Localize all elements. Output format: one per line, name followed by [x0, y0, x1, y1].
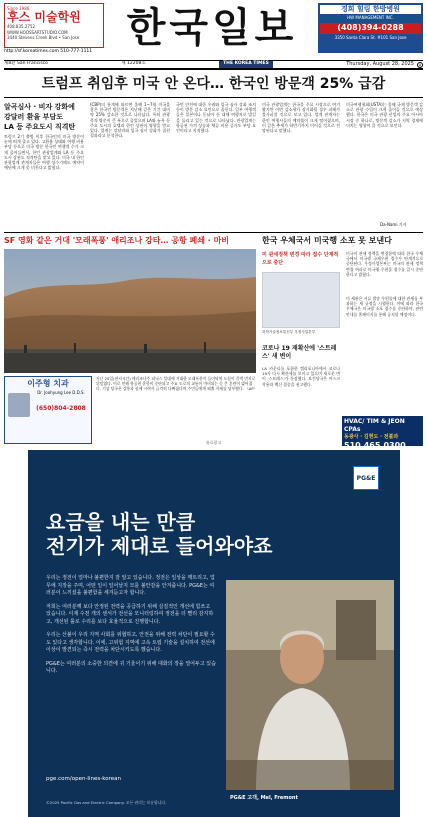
pge-link[interactable]: pge.com/open-lines-korean — [46, 776, 121, 782]
dateline-bar — [4, 60, 423, 70]
divider — [4, 97, 423, 98]
covid-headline[interactable]: 코로나 19 재확산에 '스트레스' 새 변이 — [262, 345, 337, 360]
top-story-col-3: 국민 안전에 대한 우려와 입국 심사 강화 조치 등이 방문 감소 요인으로 꼽힌다. 일부 여행객들은 일본이나 동남아 등 대체 여행지로 발길을 돌리고 있는 것으로 나타났다. 관광업계는 항공권 가격 상승과 체류 비용 증가도 부담 요인이라고 지적했다. — [176, 102, 256, 134]
dentist-phone: (650)804-2808 — [36, 405, 86, 413]
pge-fine-print: ©2025 Pacific Gas and Electric Company. 모든 권리는 보유됩니다. — [46, 800, 167, 805]
subhead-1: 알곡심사 · 비자 강화에 — [4, 103, 75, 111]
top-story-col-1: 트럼프 2기 출범 이후 한국인의 미국 방문이 눈에 띄게 줄고 있다. 고환율 상태와 여행 비용 부담 등으로 미국 방문 한국인 여행객 수가 크게 줄어들면서, 한인 관광업계와 LA 등 주요 도시 상권도 직격탄을 맞고 있다. 미국 내 한인 관광업계 관계자들은 여행 성수기에도 예약이 예년에 크게 못 미친다고 밝혔다. — [4, 134, 84, 171]
divider — [4, 232, 423, 233]
pge-title-line-1: 요금을 내는 만큼 — [46, 510, 196, 534]
pge-ad[interactable] — [28, 450, 400, 817]
post-office-headline[interactable]: 한국 우체국서 미국행 소포 못 보낸다 — [262, 236, 392, 245]
top-story-col-2: (CBP)의 통계에 따르면 올해 1~7월 미국을 찾은 한국인 방문객은 지난해 같은 기간 대비 약 25% 감소한 것으로 나타났다. 특히 관광 목적 방문이 큰 폭으로 줄었으며 LA와 뉴욕 등 주요 도시의 호텔과 한인 상권이 영향을 받고 있다. 업계는 강달러와 입국 심사 강화가 겹친 결과라고 분석한다. — [90, 102, 170, 139]
publication-date: Thursday, August 28, 2025 — [346, 61, 414, 68]
main-headline[interactable]: 트럼프 취임후 미국 안 온다… 한국인 방문객 25% 급감 — [41, 76, 386, 92]
top-story-col-5: 미국여행협회(USTA)는 올해 국제 방문객 감소로 관광 수입이 크게 줄어들 것으로 예상했다. 한국은 미국 관광 산업의 주요 아시아 시장 중 하나로, 방문객 감소가 지역 경제에 미치는 영향이 클 것으로 보인다. — [346, 102, 423, 128]
pge-paragraph: 저희는 여러분께 보다 안정된 전력을 공급하기 위해 실질적인 개선에 힘쓰고 있습니다. 이제 수천 개의 센서가 전선을 모니터링하여 정전을 더 빨리 감지하고, 개선된 툴로 수리를 보다 효율적으로 진행합니다. — [46, 603, 214, 625]
ad-website: WWW.HOOSSARTSTUDIO.COM — [7, 29, 68, 35]
sandstorm-photo-graphic — [4, 249, 256, 373]
dateline-date-group — [346, 61, 423, 68]
ad-address: 3440 Stevens Creek Blvd • San Jose — [7, 35, 80, 41]
top-story-col-4: 미국 관광업계는 한국을 주요 시장으로 여겨왔지만 이번 감소세가 장기화될 경우 피해가 불가피할 것으로 보고 있다. 업계 관계자는 한인 여행사들의 예약률이 크게 떨어졌으며, 이 같은 추세가 하반기까지 이어질 것으로 전망된다고 말했다. — [262, 102, 340, 134]
dateline-location: 제8환 San Francisco — [4, 61, 48, 67]
post-office-body-cont: 미 세관은 서류 발송 우편물에 대한 관세를 부과하는 새 규정을 시행한다. 이에 따라 한국 우체국은 미국행 소포 접수를 중단하며, 관련 안내를 홈페이지를 통해 공지할 예정이다. — [346, 296, 423, 317]
pge-logo: PG&E — [353, 466, 379, 490]
hvac-title: HVAC/ TIM & JEON CPAs — [344, 418, 405, 434]
pge-customer-photo — [226, 580, 394, 790]
post-office-photo — [262, 272, 340, 328]
pge-body — [46, 575, 216, 682]
pge-paragraph: PG&E는 여러분의 소중한 의견에 귀 기울이기 위해 대화의 장을 열어두고 있습니다. — [46, 660, 216, 674]
section-badge: A — [418, 62, 422, 68]
sandstorm-photo[interactable] — [4, 249, 256, 373]
sandstorm-caption: 지난 25일(현지시간) 애리조나주 피닉스 일대에 거대한 모래폭풍이 들이닥쳐 도심이 갈색 먼지로 뒤덮였다. 이로 인해 항공편 운항이 중단되고 주요 도로의 교통이 마비되는 등 큰 혼란이 빚어졌다. 기상 당국은 강풍과 함께 시야가 급격히 나빠졌다며 주민들에게 외출 자제를 당부했다. 〈AP〉 — [96, 376, 258, 391]
art-studio-ad[interactable] — [4, 3, 104, 48]
clinic-name: 경희 힐링 한방병원 — [320, 5, 421, 14]
sandstorm-headline[interactable]: SF 영화 같은 거대 '모래폭풍' 애리조나 강타… 공항 폐쇄 · 마비 — [4, 236, 230, 245]
clinic-ad[interactable] — [318, 3, 423, 53]
post-office-body: 미국이 관세 정책을 변경함에 따라 한국 우체국에서 미국행 국제우편 접수가 단계적으로 중단된다. 우정사업본부는 미국의 관세 정책 변경 여파로 미국행 우편물 접수를 일시 중단한다고 밝혔다. — [346, 251, 423, 277]
clinic-address: 3350 Santa Clara St. #101 San Jose — [334, 34, 407, 40]
pge-paragraph: 우리는 산불이 우리 지역 사회를 위협하고, 안전을 위해 전력 차단이 필요할 수도 있다고 생각합니다. 이에, 고위험 지역에 고속 트립 기술을 설치하여 전선에 이상이 발견되는 즉시 전력을 차단시키도록 했습니다. — [46, 632, 215, 653]
hvac-sub: 동광사 · 김현도 · 전불과 — [344, 434, 399, 441]
hvac-phone: 510.465.0300 — [344, 440, 406, 450]
top-story-byline: Da-Nami 기자 — [380, 222, 407, 227]
covid-body: LA 카운티를 포함한 캘리포니아에서 코로나19가 다시 확산세를 보이고 있으며 새로운 변이 '스트레스'가 등장했다. 보건당국은 마스크 착용과 백신 접종을 권고했다. — [262, 366, 340, 387]
clinic-phone: (408)394-0288 — [320, 23, 421, 34]
dentist-ad[interactable] — [4, 376, 92, 444]
subhead-3: LA 등 주요도시 직격탄 — [4, 123, 76, 131]
ad-tagline: Since 1986 — [7, 6, 30, 11]
pge-title-line-2: 전기가 제대로 들어와야죠 — [46, 534, 273, 558]
dentist-photo — [8, 393, 30, 417]
pge-paragraph: 우리는 정전이 얼마나 불편한지 잘 알고 있습니다. 정전은 일상을 깨트리고, 업무에 지장을 주며, 어떤 일이 일어날지 모를 불안감을 안겨줍니다. PG&E는 여러분이 느끼셨을 불편함을 세겨듣고자 합니다. — [46, 575, 215, 596]
paper-name-badge: THE KOREA TIMES — [219, 61, 273, 67]
newspaper-logo: 한국일보 — [126, 4, 298, 51]
dentist-sub: Dr. Joohyung Lee D.D.S. — [37, 389, 85, 395]
paid-ad-label: 유료광고 — [205, 440, 222, 445]
edition-number: 제 12208호 — [121, 61, 146, 67]
post-office-subhead: 미 관세정책 변경 따라 접수 단계적으로 중단 — [262, 252, 339, 266]
site-url[interactable]: http://sf.koreatimes.com 510-777-1111 — [4, 49, 93, 54]
ad-business-name: 후스 미술학원 — [7, 10, 81, 25]
dentist-name: 이주형 치과 — [27, 379, 69, 388]
ad-phone: 408.835.2752 — [7, 24, 35, 30]
pge-customer-photo-graphic — [226, 580, 394, 790]
subhead-2: 강달러 환율 부담도 — [4, 113, 63, 121]
pge-customer-caption: PG&E 고객, Mel, Fremont — [230, 795, 298, 801]
top-story-subheads — [4, 102, 84, 132]
masthead — [0, 0, 427, 58]
post-office-photo-caption: 과학기술정보통신부 우정사업본부 — [262, 330, 316, 334]
clinic-sub: HW MANAGEMENT INC. — [347, 15, 394, 21]
